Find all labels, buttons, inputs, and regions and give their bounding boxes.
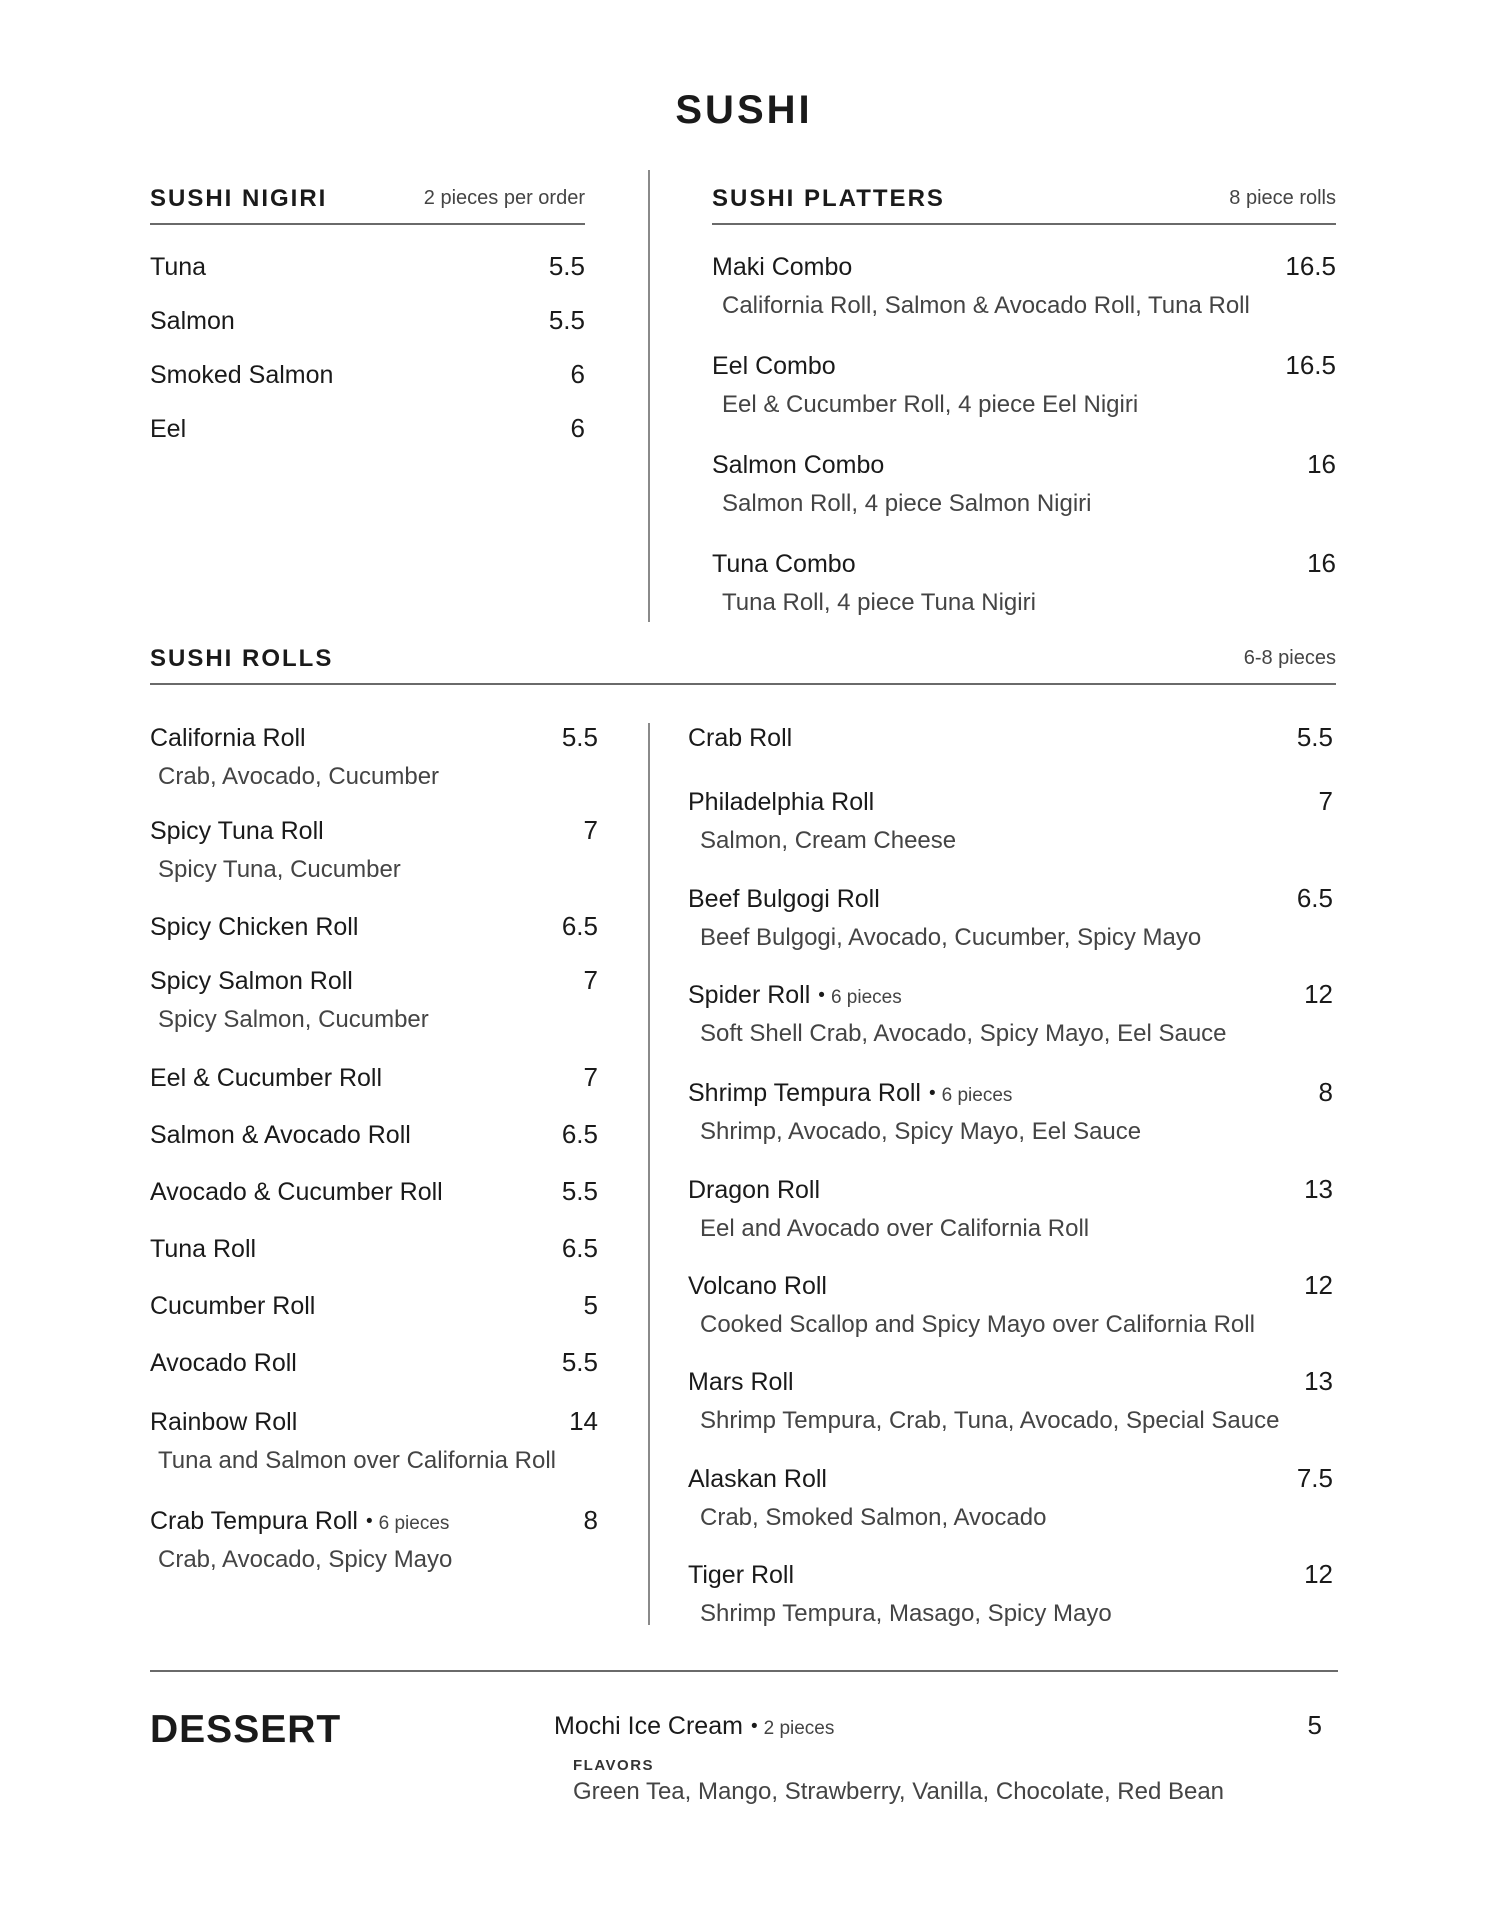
item-price: 5 — [583, 1290, 598, 1320]
menu-item — [688, 883, 1333, 952]
item-description: Beef Bulgogi, Avocado, Cucumber, Spicy Mayo — [700, 924, 1202, 951]
item-price: 7.5 — [1296, 1463, 1333, 1493]
item-description: Crab, Smoked Salmon, Avocado — [700, 1504, 1047, 1531]
item-description: Tuna Roll, 4 piece Tuna Nigiri — [722, 589, 1036, 616]
menu-item — [150, 1176, 598, 1207]
menu-item — [688, 1174, 1333, 1243]
item-name: Avocado & Cucumber Roll — [150, 1178, 443, 1206]
item-name: Eel & Cucumber Roll — [150, 1064, 383, 1092]
item-price: 12 — [1304, 1270, 1333, 1300]
item-name: Eel — [150, 415, 187, 443]
item-price: 7 — [583, 965, 598, 995]
item-name: Crab Tempura Roll — [150, 1507, 358, 1535]
item-note: 6 pieces — [941, 1085, 1013, 1106]
item-price: 6 — [570, 413, 585, 443]
item-name: Spicy Tuna Roll — [150, 817, 324, 845]
bullet-separator: • — [928, 1083, 936, 1104]
item-name: Tuna Combo — [712, 550, 856, 578]
item-name: Volcano Roll — [688, 1272, 827, 1300]
menu-item — [150, 1119, 598, 1150]
platters-note: 8 piece rolls — [1229, 187, 1336, 209]
item-price: 5.5 — [548, 305, 585, 335]
item-description: California Roll, Salmon & Avocado Roll, Tuna Roll — [722, 292, 1250, 319]
item-price: 5.5 — [561, 1347, 598, 1377]
menu-item — [150, 1290, 598, 1321]
item-price: 16.5 — [1285, 350, 1336, 380]
menu-item — [150, 1505, 598, 1574]
menu-item — [688, 722, 1333, 753]
item-price: 12 — [1304, 1559, 1333, 1589]
menu-item — [712, 449, 1336, 518]
item-name: Spicy Chicken Roll — [150, 913, 359, 941]
item-price: 6 — [570, 359, 585, 389]
bullet-separator: • — [818, 985, 825, 1006]
item-price: 6.5 — [561, 911, 598, 941]
item-price: 5.5 — [561, 1176, 598, 1206]
item-description: Eel and Avocado over California Roll — [700, 1215, 1090, 1242]
menu-item — [150, 1347, 598, 1378]
item-name: Smoked Salmon — [150, 361, 334, 389]
menu-item — [688, 1366, 1333, 1435]
menu-item — [712, 548, 1336, 617]
rolls-column-divider — [648, 723, 650, 1625]
item-name: Crab Roll — [688, 724, 793, 752]
item-name: Dragon Roll — [688, 1176, 821, 1204]
item-description: Tuna and Salmon over California Roll — [158, 1447, 556, 1474]
rolls-title: SUSHI ROLLS — [150, 645, 334, 672]
item-price: 7 — [583, 815, 598, 845]
flavors-label: FLAVORS — [573, 1757, 655, 1774]
item-name: Philadelphia Roll — [688, 788, 875, 816]
item-price: 5 — [1307, 1710, 1322, 1740]
item-price: 12 — [1304, 979, 1333, 1009]
item-name: Avocado Roll — [150, 1349, 297, 1377]
item-price: 6.5 — [561, 1119, 598, 1149]
item-note: 2 pieces — [763, 1718, 835, 1739]
item-description: Eel & Cucumber Roll, 4 piece Eel Nigiri — [722, 391, 1139, 418]
menu-item — [150, 305, 585, 336]
item-description: Soft Shell Crab, Avocado, Spicy Mayo, Eel Sauce — [700, 1020, 1227, 1047]
item-description: Crab, Avocado, Spicy Mayo — [158, 1546, 453, 1573]
item-name: Salmon — [150, 307, 235, 335]
item-name: Mars Roll — [688, 1368, 794, 1396]
item-name: Eel Combo — [712, 352, 836, 380]
menu-item — [150, 413, 585, 444]
item-price: 6.5 — [561, 1233, 598, 1263]
item-name: Shrimp Tempura Roll — [688, 1079, 921, 1107]
menu-item — [712, 350, 1336, 419]
item-price: 7 — [1318, 786, 1333, 816]
column-divider — [648, 170, 650, 622]
item-price: 16 — [1307, 548, 1336, 578]
nigiri-note: 2 pieces per order — [423, 187, 585, 209]
menu-item — [712, 251, 1336, 320]
item-name: Mochi Ice Cream — [554, 1712, 743, 1740]
item-name: Tuna — [150, 253, 207, 281]
item-price: 7 — [583, 1062, 598, 1092]
menu-item — [688, 1077, 1333, 1146]
item-price: 16.5 — [1285, 251, 1336, 281]
item-price: 14 — [569, 1406, 598, 1436]
nigiri-header — [150, 183, 585, 225]
item-price: 16 — [1307, 449, 1336, 479]
menu-item — [150, 911, 598, 942]
dessert-divider — [150, 1670, 1338, 1672]
item-price: 6.5 — [1296, 883, 1333, 913]
dessert-item — [554, 1710, 1322, 1806]
bullet-separator: • — [750, 1716, 758, 1737]
item-name: Tuna Roll — [150, 1235, 257, 1263]
item-description: Cooked Scallop and Spicy Mayo over California Roll — [700, 1311, 1255, 1338]
item-name: California Roll — [150, 724, 306, 752]
item-name: Cucumber Roll — [150, 1292, 316, 1320]
item-name: Salmon Combo — [712, 451, 885, 479]
item-price: 5.5 — [561, 722, 598, 752]
item-description: Salmon Roll, 4 piece Salmon Nigiri — [722, 490, 1092, 517]
item-name: Rainbow Roll — [150, 1408, 298, 1436]
menu-item — [688, 1559, 1333, 1628]
menu-item — [150, 965, 598, 1034]
item-description: Salmon, Cream Cheese — [700, 827, 957, 854]
item-note: 6 pieces — [830, 987, 902, 1008]
menu-item — [688, 1463, 1333, 1532]
item-name: Tiger Roll — [688, 1561, 795, 1589]
flavors-list: Green Tea, Mango, Strawberry, Vanilla, Chocolate, Red Bean — [573, 1778, 1225, 1805]
page-title: SUSHI — [675, 88, 813, 132]
item-description: Shrimp, Avocado, Spicy Mayo, Eel Sauce — [700, 1118, 1142, 1145]
item-note: 6 pieces — [378, 1513, 450, 1534]
item-description: Crab, Avocado, Cucumber — [158, 763, 440, 790]
platters-title: SUSHI PLATTERS — [712, 185, 945, 212]
rolls-note: 6-8 pieces — [1243, 647, 1336, 669]
menu-item — [150, 815, 598, 884]
item-name: Alaskan Roll — [688, 1465, 827, 1493]
item-description: Spicy Tuna, Cucumber — [158, 856, 401, 883]
rolls-header — [150, 643, 1336, 685]
item-price: 5.5 — [548, 251, 585, 281]
menu-item — [150, 251, 585, 282]
item-name: Salmon & Avocado Roll — [150, 1121, 411, 1149]
item-name: Beef Bulgogi Roll — [688, 885, 880, 913]
item-name: Spider Roll — [688, 981, 811, 1009]
platters-header — [712, 183, 1336, 225]
item-price: 5.5 — [1296, 722, 1333, 752]
item-name: Spicy Salmon Roll — [150, 967, 353, 995]
menu-item — [150, 359, 585, 390]
menu-item — [688, 979, 1333, 1048]
menu-item — [150, 1406, 598, 1475]
menu-item — [150, 1062, 598, 1093]
menu-item — [688, 1270, 1333, 1339]
item-description: Shrimp Tempura, Masago, Spicy Mayo — [700, 1600, 1112, 1627]
item-price: 13 — [1304, 1174, 1333, 1204]
menu-item — [150, 1233, 598, 1264]
item-name: Maki Combo — [712, 253, 853, 281]
menu-item — [150, 722, 598, 791]
item-description: Spicy Salmon, Cucumber — [158, 1006, 429, 1033]
bullet-separator: • — [365, 1511, 373, 1532]
item-price: 13 — [1304, 1366, 1333, 1396]
dessert-title: DESSERT — [150, 1708, 342, 1751]
menu-item — [688, 786, 1333, 855]
item-price: 8 — [1318, 1077, 1333, 1107]
item-price: 8 — [583, 1505, 598, 1535]
nigiri-title: SUSHI NIGIRI — [150, 185, 328, 212]
item-description: Shrimp Tempura, Crab, Tuna, Avocado, Special Sauce — [700, 1407, 1280, 1434]
